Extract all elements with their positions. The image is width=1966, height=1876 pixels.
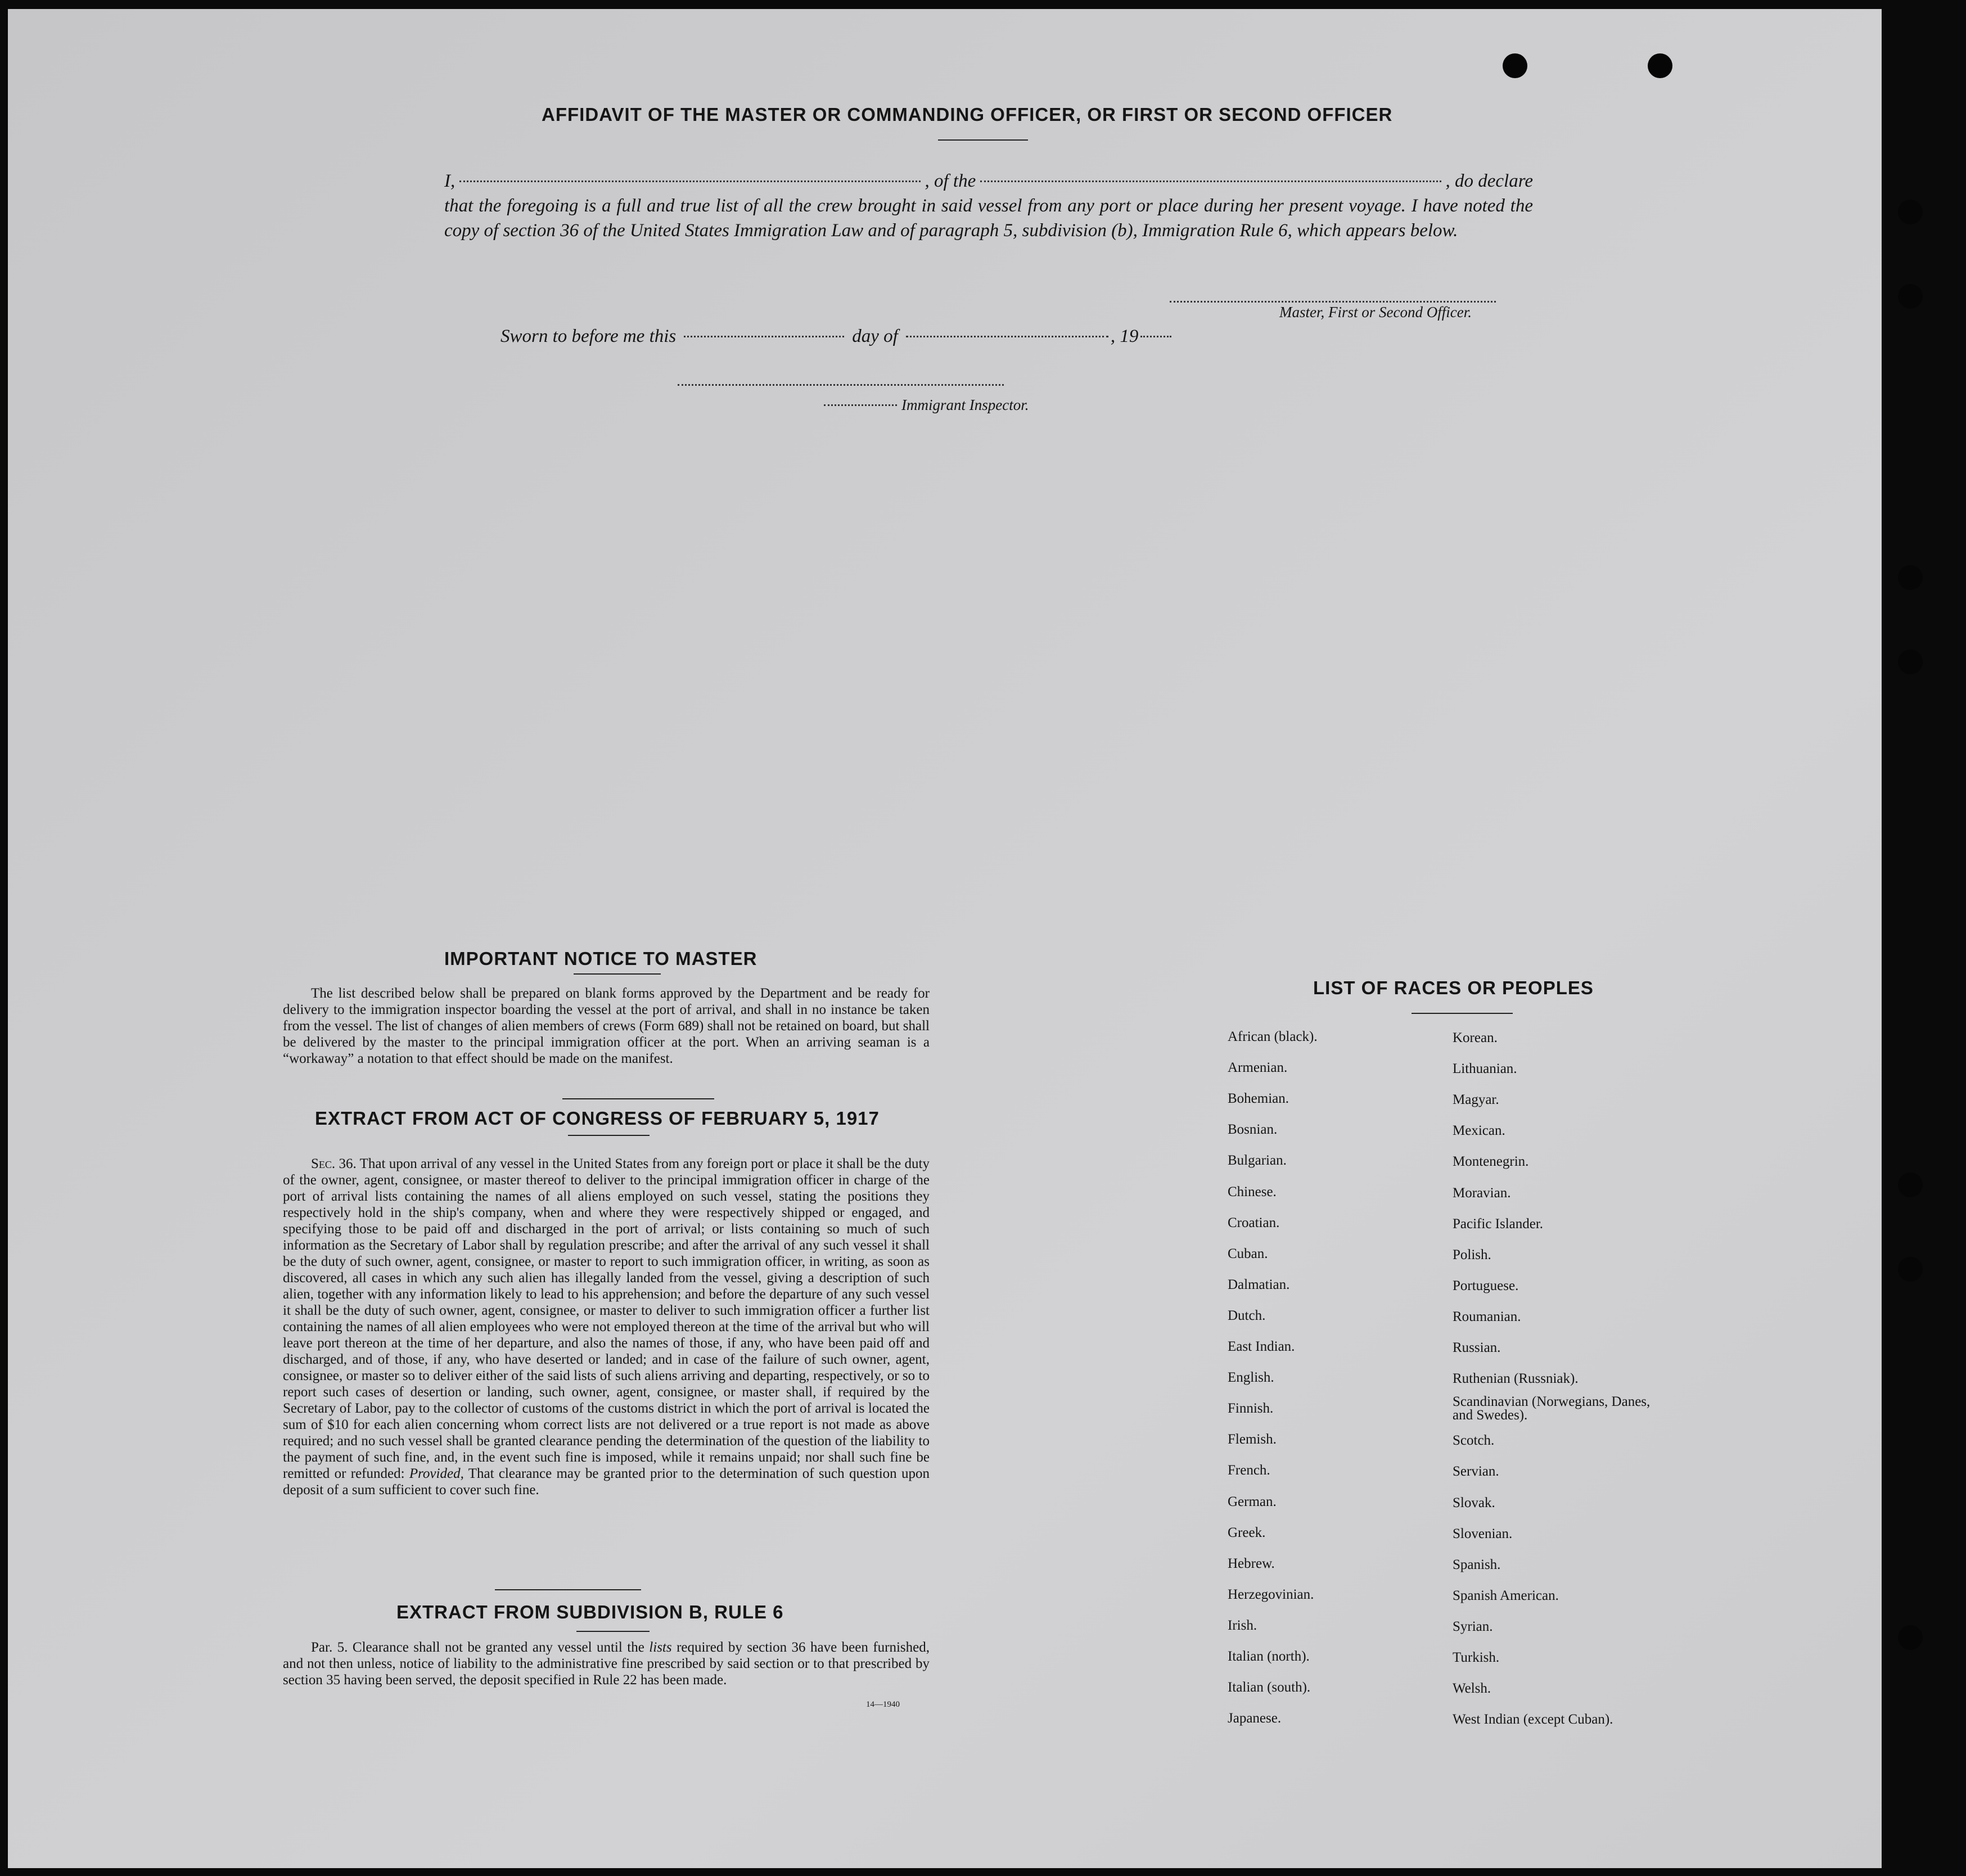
race-item: Lithuanian.: [1453, 1061, 1517, 1077]
subdivision-title: EXTRACT FROM SUBDIVISION B, RULE 6: [396, 1602, 784, 1622]
subdivision-divider: [576, 1631, 650, 1632]
notice-end-divider: [562, 1098, 714, 1099]
race-item: Russian.: [1453, 1340, 1501, 1355]
affidavit-body: [444, 169, 1533, 243]
race-item: Herzegovinian.: [1228, 1586, 1314, 1602]
punch-hole: [1648, 53, 1672, 78]
punch-hole: [1898, 284, 1923, 309]
master-signature-field[interactable]: [1170, 301, 1496, 303]
sworn-label: Sworn to before me this: [500, 326, 677, 346]
affidavit-statement: that the foregoing is a full and true list of all the crew brought in said vessel from any port or place during her present voyage. I have noted the copy of section 36 of the United States Immigration Law and of paragraph 5, subdivision (b), Immigration Rule 6, which appears below.: [444, 196, 1533, 241]
sworn-month-field[interactable]: [906, 336, 1108, 337]
race-item: Montenegrin.: [1453, 1154, 1529, 1170]
race-item: Finnish.: [1228, 1401, 1274, 1417]
lists-word: lists: [649, 1640, 672, 1655]
race-item: Portuguese.: [1453, 1278, 1519, 1293]
race-item: Flemish.: [1228, 1432, 1277, 1447]
race-item: Ruthenian (Russniak).: [1453, 1371, 1579, 1387]
race-item: Italian (north).: [1228, 1649, 1310, 1664]
paragraph-label: Par. 5.: [311, 1640, 348, 1655]
race-item: Bohemian.: [1228, 1091, 1289, 1107]
race-item: Dutch.: [1228, 1307, 1266, 1323]
race-item: Irish.: [1228, 1617, 1257, 1633]
affidavit-title: AFFIDAVIT OF THE MASTER OR COMMANDING OFFICER, OR FIRST OR SECOND OFFICER: [542, 104, 1393, 125]
paragraph-text-part2: required by section 36 have been furnished, and not then unless, notice of liability to the administrative fine prescribed by said section or to that prescribed by section 35 having been served, the deposit specified in Rule 22 has been made.: [283, 1640, 930, 1688]
vessel-name-field[interactable]: [980, 181, 1441, 182]
race-item: Mexican.: [1453, 1123, 1505, 1139]
notice-title: IMPORTANT NOTICE TO MASTER: [444, 948, 757, 969]
race-item: Chinese.: [1228, 1184, 1277, 1199]
race-item: Greek.: [1228, 1525, 1266, 1540]
provided-word: Provided,: [409, 1466, 464, 1481]
race-item: French.: [1228, 1463, 1270, 1478]
race-item: Spanish.: [1453, 1557, 1501, 1572]
sworn-row: [500, 326, 1171, 347]
race-item: Scandinavian (Norwegians, Danes, and Swedes).: [1453, 1394, 1651, 1423]
section-text-part2: That clearance may be granted prior to the determination of such question upon deposit of a sum sufficient to cover such fine.: [283, 1466, 930, 1498]
act-divider: [568, 1135, 650, 1136]
race-item: Slovenian.: [1453, 1526, 1513, 1541]
race-item: Syrian.: [1453, 1618, 1493, 1634]
race-item: Bosnian.: [1228, 1122, 1278, 1138]
race-item: Armenian.: [1228, 1060, 1288, 1076]
race-item: Croatian.: [1228, 1215, 1280, 1230]
race-item: Turkish.: [1453, 1650, 1500, 1665]
race-item: Magyar.: [1453, 1092, 1499, 1108]
punch-hole: [1503, 53, 1527, 78]
race-item: African (black).: [1228, 1029, 1318, 1044]
race-item: Roumanian.: [1453, 1309, 1521, 1324]
declarant-row: [444, 169, 1533, 193]
notice-divider: [574, 973, 661, 975]
race-item: Pacific Islander.: [1453, 1216, 1544, 1232]
i-label: I,: [444, 171, 456, 191]
race-item: Italian (south).: [1228, 1680, 1311, 1695]
inspector-caption: Immigrant Inspector.: [901, 396, 1029, 413]
inspector-caption-row: [824, 396, 1029, 414]
race-item: Spanish American.: [1453, 1588, 1559, 1603]
race-item: Cuban.: [1228, 1246, 1268, 1261]
race-item: Hebrew.: [1228, 1555, 1275, 1571]
notice-text: The list described below shall be prepared on blank forms approved by the Department and be ready for delivery to the immigration inspector boarding the vessel at the port of arrival, and shall in no instance be taken from the vessel. The list of changes of alien members of crews (Form 689) shall not be retained on board, but shall be delivered by the master to the principal immigration officer at the port. When an arriving seaman is a “workaway” a notation to that effect should be made on the manifest.: [283, 986, 930, 1066]
inspector-lead-dots: [824, 404, 897, 406]
section-label: Sec. 36.: [311, 1156, 357, 1171]
race-item: Korean.: [1453, 1030, 1498, 1045]
punch-hole: [1898, 565, 1923, 590]
punch-hole: [1898, 1257, 1923, 1282]
race-item: Slovak.: [1453, 1495, 1495, 1510]
section-text-part1: That upon arrival of any vessel in the United States from any foreign port or place it shall be the duty of the owner, agent, consignee, or master thereof to deliver to the principal immigration officer in charge of the port of arrival lists containing the names of all aliens employed on such vessel, stating the positions they respectively hold in the ship's company, when and where they were respectively shipped or engaged, and specifying those to be paid off and discharged in the port of arrival; or lists containing so much of such information as the Secretary of Labor shall by regulation prescribe; and after the arrival of any such vessel it shall be the duty of such owner, agent, consignee, or master to report to such immigration officer, in writing, as soon as discovered, all cases in which any such alien has illegally landed from the vessel, giving a description of such alien, together with any information likely to lead to his apprehension; and before the departure of any such vessel it shall be the duty of such owner, agent, consignee, or master to deliver to such immigration officer a further list containing the names of all alien employees who were not employed thereon at the time of the arrival but who will leave port thereon at the time of her departure, and also the names of those, if any, who have been paid off and discharged, and of those, if any, who have deserted or landed; and in case of the failure of such owner, agent, consignee, or master so to deliver either of the said lists of such aliens arriving and departing, respectively, or so to report such cases of desertion or landing, such owner, agent, consignee, or master shall, if required by the Secretary of Labor, pay to the collector of customs of the customs district in which the port of arrival is located the sum of $10 for each alien concerning whom correct lists are not delivered or a true report is not made as above required; and no such vessel shall be granted clearance pending the determination of the question of the liability to the payment of such fine, and, in the event such fine is imposed, while it remains unpaid; nor shall such fine be remitted or refunded:: [283, 1156, 930, 1481]
race-item: Moravian.: [1453, 1185, 1511, 1201]
of-the-label: , of the: [925, 171, 976, 191]
race-item: Japanese.: [1228, 1711, 1282, 1726]
race-item: Bulgarian.: [1228, 1153, 1287, 1169]
race-item: East Indian.: [1228, 1339, 1295, 1354]
title-divider: [938, 139, 1028, 141]
section-36-text: [283, 1156, 930, 1498]
form-sheet: [8, 9, 1897, 1868]
day-of-label: day of: [852, 326, 898, 346]
race-item: Polish.: [1453, 1247, 1491, 1262]
year-label: , 19: [1110, 326, 1139, 346]
paragraph-text-part1: Clearance shall not be granted any vessel until the: [352, 1640, 644, 1655]
scan-border: [1882, 0, 1966, 1876]
race-item: Welsh.: [1453, 1681, 1491, 1697]
form-number: 14—1940: [866, 1700, 900, 1709]
race-item: English.: [1228, 1370, 1274, 1386]
officer-name-field[interactable]: [459, 181, 920, 182]
punch-hole: [1898, 1625, 1923, 1650]
inspector-signature-field[interactable]: [678, 384, 1004, 386]
punch-hole: [1898, 1172, 1923, 1197]
act-title: EXTRACT FROM ACT OF CONGRESS OF FEBRUARY 5, 1917: [315, 1108, 880, 1129]
punch-hole: [1898, 200, 1923, 224]
sworn-day-field[interactable]: [684, 336, 844, 337]
do-declare-label: , do declare: [1445, 171, 1533, 191]
race-item: Servian.: [1453, 1464, 1499, 1480]
race-item: Scotch.: [1453, 1433, 1495, 1449]
race-item: German.: [1228, 1494, 1277, 1509]
race-item: West Indian (except Cuban).: [1453, 1712, 1613, 1728]
race-item: Dalmatian.: [1228, 1277, 1290, 1292]
sworn-year-field[interactable]: [1140, 336, 1171, 337]
signature-caption: Master, First or Second Officer.: [1279, 304, 1472, 321]
paragraph-5-text: [283, 1639, 930, 1688]
races-title: LIST OF RACES OR PEOPLES: [1313, 977, 1594, 998]
section-end-divider: [495, 1589, 641, 1590]
races-divider: [1412, 1013, 1513, 1014]
punch-hole: [1898, 650, 1923, 674]
